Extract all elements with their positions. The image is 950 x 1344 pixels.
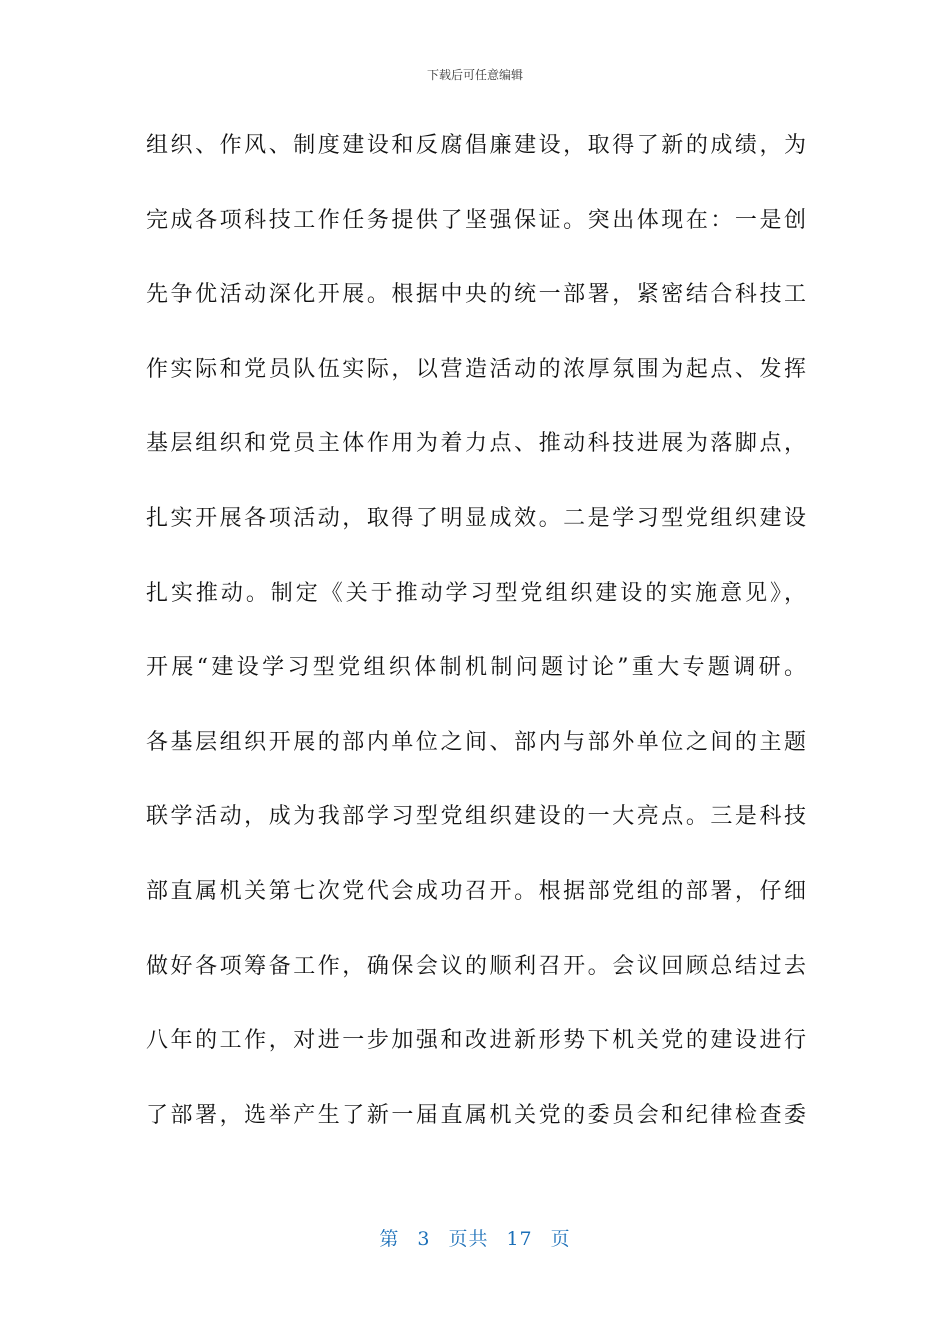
body-line: 联学活动，成为我部学习型党组织建设的一大亮点。三是科技 [146, 804, 806, 830]
page-header: 下载后可任意编辑 [426, 68, 523, 82]
footer-prefix: 第 [379, 1228, 400, 1250]
body-line: 先争优活动深化开展。根据中央的统一部署，紧密结合科技工 [146, 282, 806, 308]
footer-current-page: 3 [417, 1228, 431, 1250]
body-line: 八年的工作，对进一步加强和改进新形势下机关党的建设进行 [146, 1028, 806, 1054]
page-footer [0, 1224, 950, 1251]
document-body [146, 124, 806, 1168]
body-line: 扎实开展各项活动，取得了明显成效。二是学习型党组织建设 [146, 505, 806, 531]
body-line: 开展“建设学习型党组织体制机制问题讨论”重大专题调研。 [146, 655, 806, 681]
body-line: 作实际和党员队伍实际，以营造活动的浓厚氛围为起点、发挥 [146, 356, 806, 382]
body-line: 了部署，选举产生了新一届直属机关党的委员会和纪律检查委 [146, 1102, 806, 1128]
footer-suffix: 页 [550, 1228, 571, 1250]
body-line: 各基层组织开展的部内单位之间、部内与部外单位之间的主题 [146, 729, 806, 755]
body-line: 扎实推动。制定《关于推动学习型党组织建设的实施意见》， [146, 580, 806, 606]
body-line: 基层组织和党员主体作用为着力点、推动科技进展为落脚点， [146, 431, 806, 457]
footer-total-pages: 17 [506, 1228, 533, 1250]
body-line: 部直属机关第七次党代会成功召开。根据部党组的部署，仔细 [146, 878, 806, 904]
body-line: 组织、作风、制度建设和反腐倡廉建设，取得了新的成绩，为 [146, 133, 806, 158]
body-line: 完成各项科技工作任务提供了坚强保证。突出体现在：一是创 [146, 207, 806, 233]
footer-middle: 页共 [448, 1228, 489, 1250]
body-line: 做好各项筹备工作，确保会议的顺利召开。会议回顾总结过去 [146, 953, 806, 979]
